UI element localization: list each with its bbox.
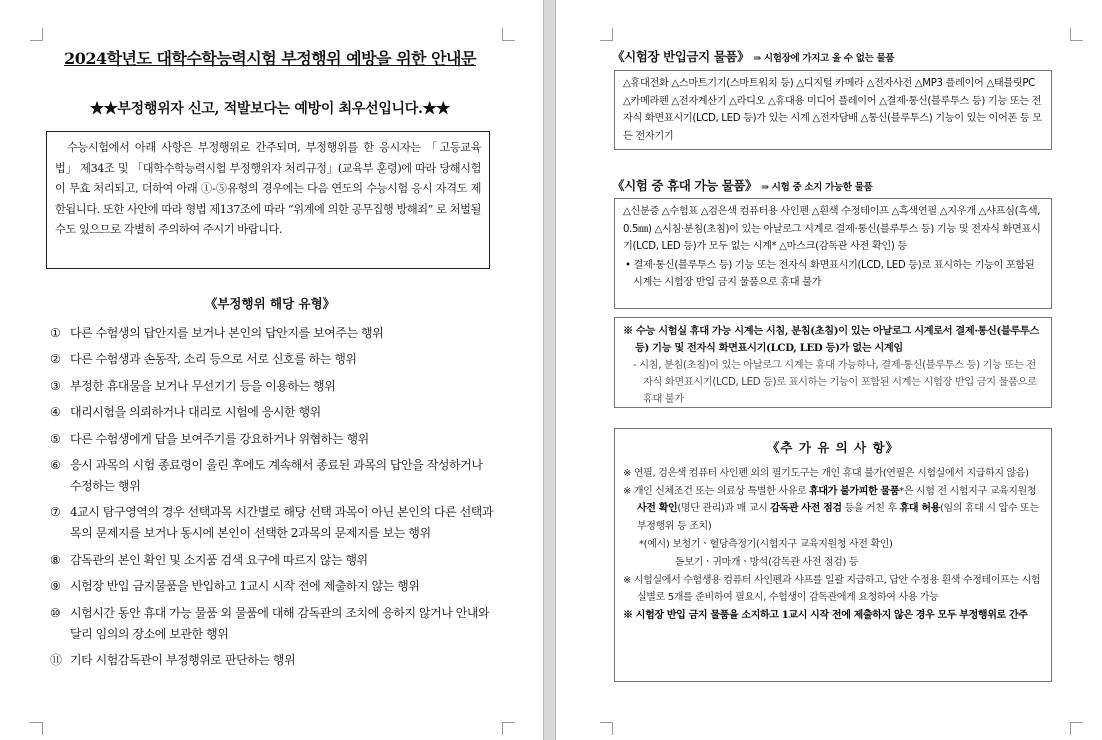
- extra-note-example: 돋보기ㆍ귀마개ㆍ방석(감독관 사전 점검) 등: [675, 556, 859, 568]
- notice-subtitle: ★★부정행위자 신고, 적발보다는 예방이 최우선입니다.★★: [90, 101, 450, 117]
- watch-notice-detail: - 시침, 분침(초침)이 있는 아날로그 시계는 휴대 가능하나, 결제·통신(블루투스 등) 기능 또는 전자식 화면표시기(LCD, LED 등)로 표시하는 기능이 포함된 시계는 시험장 반입 금지 물품으로 휴대 불가: [633, 360, 1037, 405]
- note-emphasis: 휴대 허용: [899, 503, 940, 515]
- allowed-items-text: △신분증 △수험표 △검은색 컴퓨터용 사인펜 △흰색 수정테이프 △흑색연필 △지우개 △샤프심(흑색, 0.5㎜) △시침·분침(초침)이 있는 아날로그 시계로 결제·통신(블루투스 등) 기능 및 전자식 화면표시기(LCD, LED 등)가 모두 없는 시계* △마스크(감독관 사전 확인) 등: [623, 206, 1041, 252]
- item-text: 다른 수험생에게 답을 보여주기를 강요하거나 위협하는 행위: [70, 431, 369, 446]
- item-number: ⑨: [50, 579, 61, 594]
- item-text: 부정한 휴대물을 보거나 무선기기 등을 이용하는 행위: [70, 378, 336, 393]
- note-part: 등을 거친 후: [841, 503, 900, 515]
- note-emphasis: 사전 확인: [637, 503, 678, 515]
- item-text: 대리시험을 의뢰하거나 대리로 시험에 응시한 행위: [70, 405, 321, 420]
- crop-mark: [600, 722, 613, 735]
- item-text: 감독관의 본인 확인 및 소지품 검색 요구에 따르지 않는 행위: [70, 552, 368, 567]
- list-item: [50, 455, 496, 497]
- heading-text: 《시험장 반입금지 물품》: [612, 49, 750, 64]
- banned-items-text: △휴대전화 △스마트기기(스마트워치 등) △디지털 카메라 △전자사전 △MP3 플레이어 △태블릿PC △카메라펜 △전자계산기 △라디오 △휴대용 미디어 플레이어 △결제·통신(블루투스 등) 기능 또는 전자식 화면표시기(LCD, LED 등)가 있는 시계 △전자담배 △통신(블루투스) 기능이 있는 이어폰 등 모든 전자기기: [623, 78, 1042, 142]
- heading-text: 《시험 중 휴대 가능 물품》: [612, 178, 758, 193]
- list-item: [50, 603, 496, 645]
- crop-mark: [1070, 28, 1083, 41]
- note-part: *은 시험 전 시험지구 교육지원청: [899, 485, 1037, 497]
- extra-note-example: *(예시) 보청기ㆍ혈당측정기(시험지구 교육지원청 사전 확인): [639, 538, 893, 550]
- document-title: 2024학년도 대학수학능력시험 부정행위 예방을 위한 안내문: [64, 49, 476, 68]
- intro-notice-box: [46, 131, 490, 269]
- item-number: ⑧: [50, 552, 61, 567]
- page-gutter: [543, 0, 556, 740]
- allowed-items-box: [614, 198, 1052, 309]
- crop-mark: [502, 28, 515, 41]
- extra-note: [623, 483, 1043, 536]
- list-item: [50, 349, 496, 370]
- allowed-items-bullet: • 결제·통신(블루투스 등) 기능 또는 전자식 화면표시기(LCD, LED 등)로 표시하는 기능이 포함된 시계는 시험장 반입 금지 물품으로 휴대 불가: [625, 259, 1035, 288]
- item-text: 시험장 반입 금지물품을 반입하고 1교시 시작 전에 제출하지 않는 행위: [70, 579, 420, 594]
- left-page: [0, 0, 543, 740]
- item-number: ①: [50, 326, 61, 340]
- list-item: [50, 550, 496, 571]
- item-number: ⑩: [50, 605, 61, 620]
- extra-notes-title: 《추 가 유 의 사 항》: [766, 440, 900, 455]
- list-item: [50, 576, 496, 597]
- extra-note: ※ 연필, 검은색 컴퓨터 사인펜 외의 필기도구는 개인 휴대 불가(연필은 시험실에서 지급하지 않음): [623, 467, 1029, 479]
- item-text: 다른 수험생과 손동작, 소리 등으로 서로 신호를 하는 행위: [70, 352, 357, 367]
- item-number: ④: [50, 405, 61, 420]
- violation-section-title: 《부정행위 해당 유형》: [204, 296, 336, 311]
- item-number: ③: [50, 378, 61, 393]
- watch-notice-box: [614, 317, 1052, 408]
- crop-mark: [30, 28, 43, 41]
- note-part: ※ 개인 신체조건 또는 의료상 특별한 사유로: [623, 485, 810, 497]
- note-emphasis: 감독관 사전 점검: [770, 503, 842, 515]
- watch-notice-strong: ※ 수능 시험실 휴대 가능 시계는 시침, 분침(초침)이 있는 아날로그 시계로서 결제·통신(블루투스 등) 기능 및 전자식 화면표시기(LCD, LED 등)가 없는 시계임: [623, 325, 1039, 354]
- heading-note: ⇒ 시험장에 가지고 올 수 없는 물품: [753, 53, 895, 64]
- list-item: [50, 376, 496, 397]
- crop-mark: [600, 28, 613, 41]
- item-number: ⑥: [50, 457, 61, 472]
- crop-mark: [1070, 722, 1083, 735]
- extra-note-strong: ※ 시험장 반입 금지 물품을 소지하고 1교시 시작 전에 제출하지 않은 경우 모두 부정행위로 간주: [623, 610, 1028, 622]
- item-text: 4교시 탐구영역의 경우 선택과목 시간별로 해당 선택 과목이 아닌 본인의 다른 선택과목의 문제지를 보거나 동시에 본인이 선택한 2과목의 문제지를 보는 행위: [70, 505, 494, 541]
- list-item: [50, 429, 496, 450]
- extra-notes-box: [614, 428, 1052, 682]
- item-number: ②: [50, 352, 61, 367]
- note-part: (임의 휴대 시 압수 또는 부정행위 등 조치): [637, 503, 1039, 533]
- list-item: [50, 650, 496, 671]
- note-part: (명단 관리)과 매 교시: [677, 503, 771, 515]
- banned-items-box: [614, 70, 1052, 150]
- list-item: [50, 323, 496, 344]
- item-text: 다른 수험생의 답안지를 보거나 본인의 답안지를 보여주는 행위: [70, 326, 384, 340]
- crop-mark: [502, 722, 515, 735]
- item-text: 시험시간 동안 휴대 가능 물품 외 물품에 대해 감독관의 조치에 응하지 않거나 안내와 달리 임의의 장소에 보관한 행위: [70, 605, 490, 641]
- violation-list: [50, 323, 496, 676]
- heading-note: ⇒ 시험 중 소지 가능한 물품: [761, 182, 873, 193]
- item-number: ⑤: [50, 431, 61, 446]
- banned-items-heading: [612, 47, 894, 65]
- note-emphasis: 휴대가 불가피한 물품: [809, 485, 900, 497]
- intro-text: 수능시험에서 아래 사항은 부정행위로 간주되며, 부정행위를 한 응시자는 「고등교육법」 제34조 및 「대학수학능력시험 부정행위자 처리규정」(교육부 훈령)에 따라 당해시험이 무효 처리되고, 더하여 아래 ①-⑤유형의 경우에는 다음 연도의 수능시험 응시 자격도 제한됩니다. 또한 사안에 따라 형법 제137조에 따라 “위계에 의한 공무집행 방해죄” 로 처벌될 수도 있으므로 각별히 주의하여 주시기 바랍니다.: [55, 141, 481, 236]
- item-number: ⑦: [50, 505, 61, 520]
- item-text: 기타 시험감독관이 부정행위로 판단하는 행위: [70, 652, 296, 667]
- list-item: [50, 402, 496, 423]
- list-item: [50, 502, 496, 544]
- extra-note: ※ 시험실에서 수험생용 컴퓨터 사인펜과 샤프를 일괄 지급하고, 답안 수정용 흰색 수정테이프는 시험실별로 5개를 준비하여 필요시, 수험생이 감독관에게 요청하여 사용 가능: [623, 574, 1041, 604]
- allowed-items-heading: [612, 176, 873, 194]
- item-number: ⑪: [50, 652, 62, 667]
- item-text: 응시 과목의 시험 종료령이 울린 후에도 계속해서 종료된 과목의 답안을 작성하거나 수정하는 행위: [70, 457, 483, 493]
- crop-mark: [30, 722, 43, 735]
